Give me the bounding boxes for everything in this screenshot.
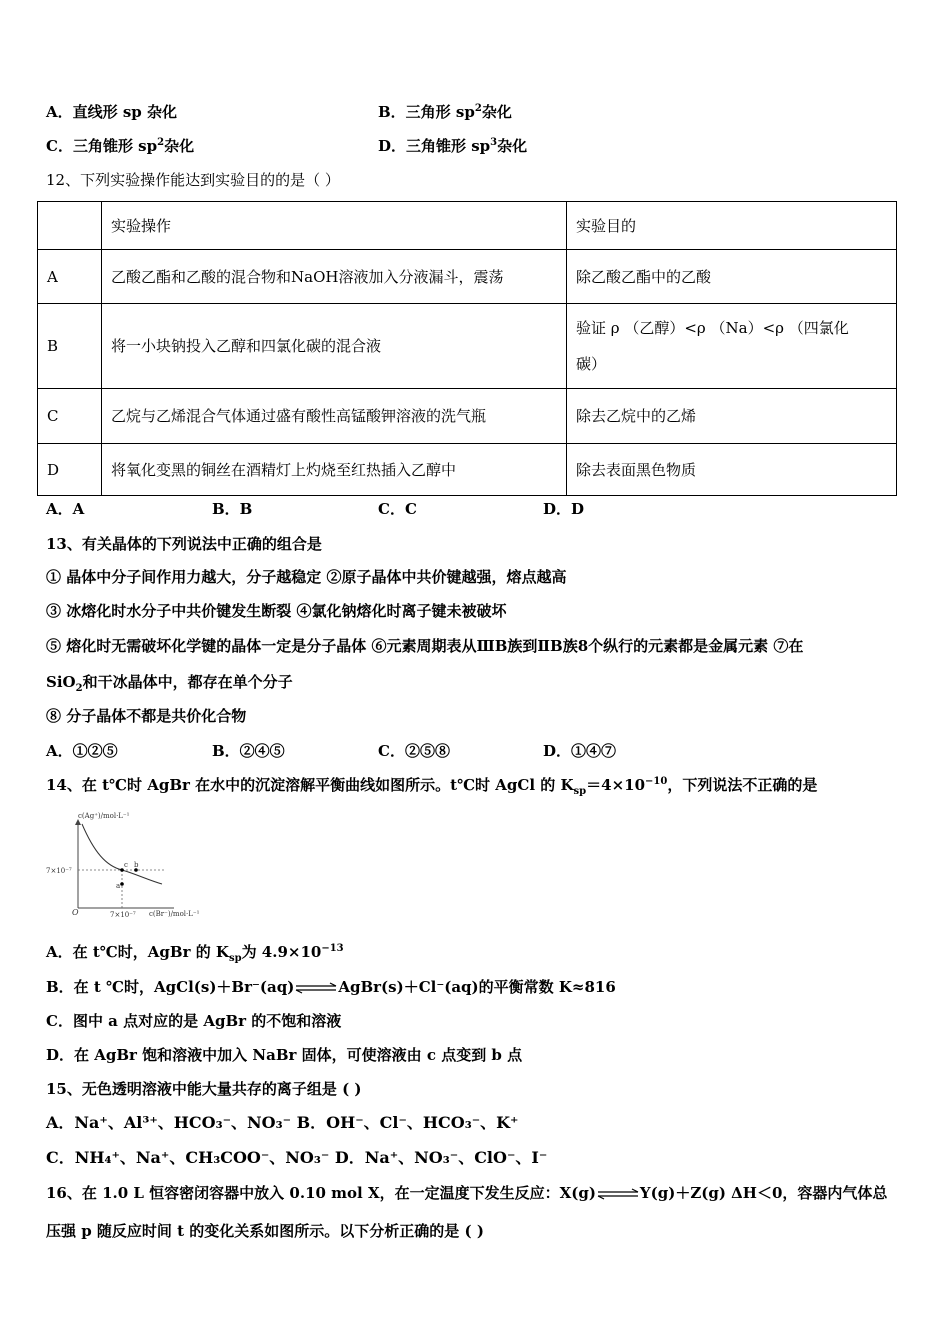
row-purpose: 除去乙烷中的乙烯 <box>567 389 897 444</box>
q12-experiment-table <box>37 201 897 496</box>
q13-statement-4: SiO$_2$和干冰晶体中，都存在单个分子 <box>46 673 293 694</box>
row-operation: 乙烷与乙烯混合气体通过盛有酸性高锰酸钾溶液的洗气瓶 <box>102 389 567 444</box>
q13-statement-5: ⑧ 分子晶体不都是共价化合物 <box>46 707 247 725</box>
table-header-operation: 实验操作 <box>102 202 567 250</box>
q12-stem: 12、下列实验操作能达到实验目的的是（ ） <box>46 171 340 189</box>
q14-option-c: C．图中 a 点对应的是 AgBr 的不饱和溶液 <box>46 1012 342 1030</box>
q14-option-b: B．在 t ℃时，AgCl(s)＋Br⁻(aq) AgBr(s)＋Cl⁻(aq)的平衡常数 K≈816 <box>46 978 616 996</box>
q13-option-a: A．①②⑤ <box>46 742 118 760</box>
table-header-row <box>38 202 897 250</box>
table-row <box>38 389 897 444</box>
q13-option-d: D．①④⑦ <box>543 742 617 760</box>
table-row <box>38 304 897 389</box>
q12-option-c: C．C <box>378 500 417 518</box>
q11-option-d: D．三角锥形 $sp^3$杂化 <box>378 137 528 155</box>
y-tick-label: 7×10⁻⁷ <box>46 867 72 875</box>
x-axis-label: c(Br⁻)/mol·L⁻¹ <box>149 910 200 918</box>
q13-option-b: B．②④⑤ <box>212 742 285 760</box>
q16-stem-line-1: 16、在 1.0 L 恒容密闭容器中放入 0.10 mol X，在一定温度下发生反应：X(g) Y(g)＋Z(g) ΔH＜0，容器内气体总 <box>46 1184 888 1202</box>
q12-option-a: A．A <box>46 500 85 518</box>
q14-stem: 14、在 t℃时 AgBr 在水中的沉淀溶解平衡曲线如图所示。t℃时 AgCl 的 $K_{sp}=4\times 10^{-10}$，下列说法不正确的是 <box>46 776 818 797</box>
point-a-marker <box>120 882 124 886</box>
q14-solubility-graph <box>44 812 214 922</box>
q15-options-cd: C．NH₄⁺、Na⁺、CH₃COO⁻、NO₃⁻ D．Na⁺、NO₃⁻、ClO⁻、I⁻ <box>46 1148 548 1167</box>
row-label: A <box>38 250 102 304</box>
point-a-label: a <box>116 882 121 890</box>
row-purpose: 除乙酸乙酯中的乙酸 <box>567 250 897 304</box>
q16-stem-line-2: 压强 p 随反应时间 t 的变化关系如图所示。以下分析正确的是 ( ) <box>46 1222 484 1240</box>
q13-statement-3: ⑤ 熔化时无需破坏化学键的晶体一定是分子晶体 ⑥元素周期表从ⅢB族到ⅡB族8个纵行的元素都是金属元素 ⑦在 <box>46 637 804 655</box>
q15-stem: 15、无色透明溶液中能大量共存的离子组是 ( ) <box>46 1080 362 1098</box>
row-purpose: 除去表面黑色物质 <box>567 444 897 496</box>
q11-option-a: A．直线形 sp 杂化 <box>46 103 178 121</box>
q12-option-b: B．B <box>212 500 253 518</box>
q14-option-d: D．在 AgBr 饱和溶液中加入 NaBr 固体，可使溶液由 c 点变到 b 点 <box>46 1046 523 1064</box>
q14-option-a: A．在 t℃时，AgBr 的 $K_{sp}$为 $4.9\times 10^{-13}$ <box>46 943 344 964</box>
table-row <box>38 250 897 304</box>
point-c-label: c <box>124 861 128 869</box>
row-operation: 将一小块钠投入乙醇和四氯化碳的混合液 <box>102 304 567 389</box>
q13-option-c: C．②⑤⑧ <box>378 742 450 760</box>
row-operation: 乙酸乙酯和乙酸的混合物和NaOH溶液加入分液漏斗，震荡 <box>102 250 567 304</box>
table-row <box>38 444 897 496</box>
row-label: B <box>38 304 102 389</box>
q13-stem: 13、有关晶体的下列说法中正确的组合是 <box>46 535 322 553</box>
equilibrium-arrow-icon <box>294 982 338 994</box>
q13-statement-2: ③ 冰熔化时水分子中共价键发生断裂 ④氯化钠熔化时离子键未被破坏 <box>46 602 507 620</box>
row-operation: 将氧化变黑的铜丝在酒精灯上灼烧至红热插入乙醇中 <box>102 444 567 496</box>
table-header-blank <box>38 202 102 250</box>
origin-label: O <box>72 908 79 917</box>
y-axis-label: c(Ag⁺)/mol·L⁻¹ <box>78 812 130 820</box>
point-b-label: b <box>134 861 139 869</box>
row-purpose: 验证 ρ （乙醇）<ρ （Na）<ρ （四氯化 碳） <box>567 304 897 389</box>
row-label: C <box>38 389 102 444</box>
equilibrium-arrow-icon <box>596 1188 640 1200</box>
table-header-purpose: 实验目的 <box>567 202 897 250</box>
q13-statement-1: ① 晶体中分子间作用力越大，分子越稳定 ②原子晶体中共价键越强，熔点越高 <box>46 568 567 586</box>
q11-option-b: B．三角形 $sp^2$杂化 <box>378 103 512 121</box>
q11-option-c: C．三角锥形 $sp^2$杂化 <box>46 137 195 155</box>
row-label: D <box>38 444 102 496</box>
q15-options-ab: A．Na⁺、Al³⁺、HCO₃⁻、NO₃⁻ B．OH⁻、Cl⁻、HCO₃⁻、K⁺ <box>46 1113 519 1132</box>
x-tick-label: 7×10⁻⁷ <box>110 911 136 919</box>
q12-option-d: D．D <box>543 500 585 518</box>
